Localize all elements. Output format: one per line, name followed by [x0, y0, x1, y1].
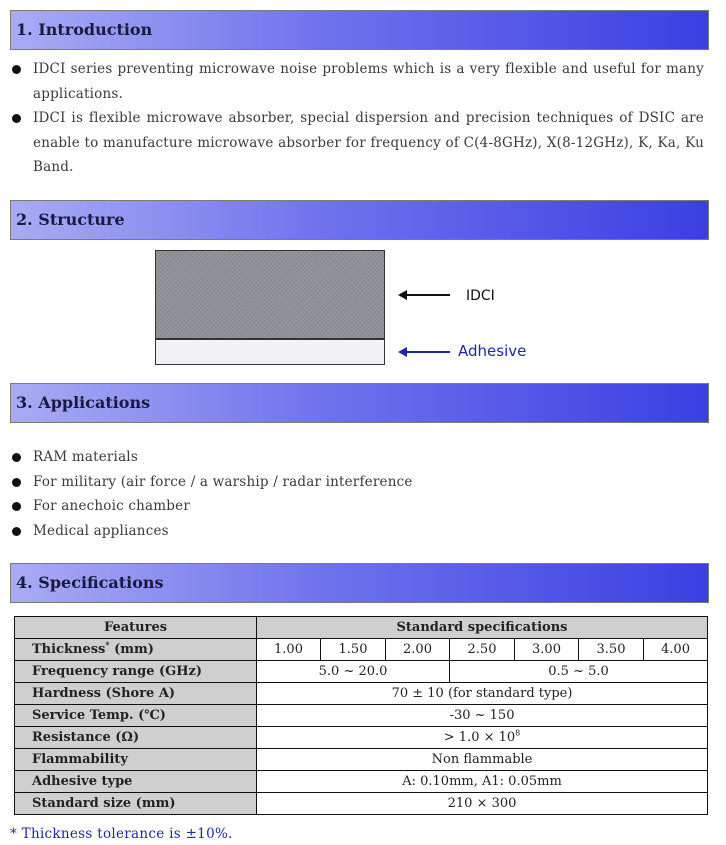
adhesive-label: Adhesive — [458, 342, 527, 360]
adhesive-type-label: Adhesive type — [15, 771, 257, 793]
idci-layer — [155, 250, 385, 339]
thickness-value: 3.00 — [515, 639, 579, 661]
idci-label: IDCI — [466, 288, 495, 304]
service-temp-label: Service Temp. (℃) — [15, 705, 257, 727]
thickness-value: 2.00 — [386, 639, 450, 661]
table-row — [15, 793, 708, 815]
specifications-table — [14, 616, 708, 815]
resistance-value: > $1.0 \times 10^8$ — [257, 727, 708, 749]
hardness-label: Hardness (Shore A) — [15, 683, 257, 705]
bullet-icon — [12, 478, 21, 487]
section-title: 4. Specifications — [16, 573, 164, 592]
table-row — [15, 661, 708, 683]
applications-bullets — [10, 445, 704, 543]
table-row — [15, 639, 708, 661]
section-header-introduction — [10, 10, 709, 50]
adhesive-type-value: A: 0.10mm, A1: 0.05mm — [257, 771, 708, 793]
thickness-label: Thickness* (mm) — [15, 639, 257, 661]
resistance-label: Resistance (Ω) — [15, 727, 257, 749]
frequency-label: Frequency range (GHz) — [15, 661, 257, 683]
introduction-bullets — [10, 57, 704, 180]
list-item — [10, 445, 704, 470]
section-title: 2. Structure — [16, 210, 125, 229]
bullet-text: For military (air force / a warship / radar interference — [33, 473, 413, 490]
table-row — [15, 705, 708, 727]
thickness-value: 3.50 — [579, 639, 644, 661]
table-row — [15, 727, 708, 749]
bullet-text: IDCI series preventing microwave noise problems which is a very flexible and useful for many applications. — [33, 61, 704, 102]
bullet-icon — [12, 527, 21, 536]
standard-size-label: Standard size (mm) — [15, 793, 257, 815]
bullet-text: Medical appliances — [33, 522, 169, 539]
adhesive-arrow — [398, 351, 450, 353]
header-standard: Standard specifications — [257, 617, 708, 639]
list-item — [10, 519, 704, 544]
thickness-tolerance-note: * Thickness tolerance is ±10%. — [10, 826, 233, 842]
list-item — [10, 494, 704, 519]
section-title: 1. Introduction — [16, 20, 153, 39]
idci-arrow — [398, 294, 450, 296]
header-features: Features — [15, 617, 257, 639]
flammability-label: Flammability — [15, 749, 257, 771]
frequency-range-a: 5.0 ~ 20.0 — [257, 661, 450, 683]
structure-diagram — [0, 240, 726, 380]
section-header-specifications — [10, 563, 709, 603]
thickness-value: 2.50 — [450, 639, 515, 661]
thickness-value: 1.00 — [257, 639, 321, 661]
list-item — [10, 57, 704, 106]
section-title: 3. Applications — [16, 393, 151, 412]
table-row — [15, 749, 708, 771]
standard-size-value: 210 × 300 — [257, 793, 708, 815]
flammability-value: Non flammable — [257, 749, 708, 771]
bullet-text: RAM materials — [33, 449, 138, 465]
list-item — [10, 470, 704, 495]
thickness-value: 1.50 — [321, 639, 386, 661]
service-temp-value: -30 ~ 150 — [257, 705, 708, 727]
adhesive-layer — [155, 339, 385, 365]
table-row — [15, 771, 708, 793]
bullet-icon — [12, 453, 21, 462]
section-header-structure — [10, 200, 709, 240]
bullet-text: IDCI is flexible microwave absorber, special dispersion and precision techniques of DSIC are enable to manufacture microwave absorber for frequency of C(4-8GHz), X(8-12GHz), K, Ka, Ku Band. — [33, 110, 704, 175]
bullet-text: For anechoic chamber — [33, 498, 190, 514]
frequency-range-b: 0.5 ~ 5.0 — [450, 661, 708, 683]
section-header-applications — [10, 383, 709, 423]
hardness-value: 70 ± 10 (for standard type) — [257, 683, 708, 705]
thickness-value: 4.00 — [644, 639, 708, 661]
table-header-row — [15, 617, 708, 639]
list-item — [10, 106, 704, 180]
bullet-icon — [12, 502, 21, 511]
bullet-icon — [12, 65, 21, 74]
table-row — [15, 683, 708, 705]
bullet-icon — [12, 114, 21, 123]
